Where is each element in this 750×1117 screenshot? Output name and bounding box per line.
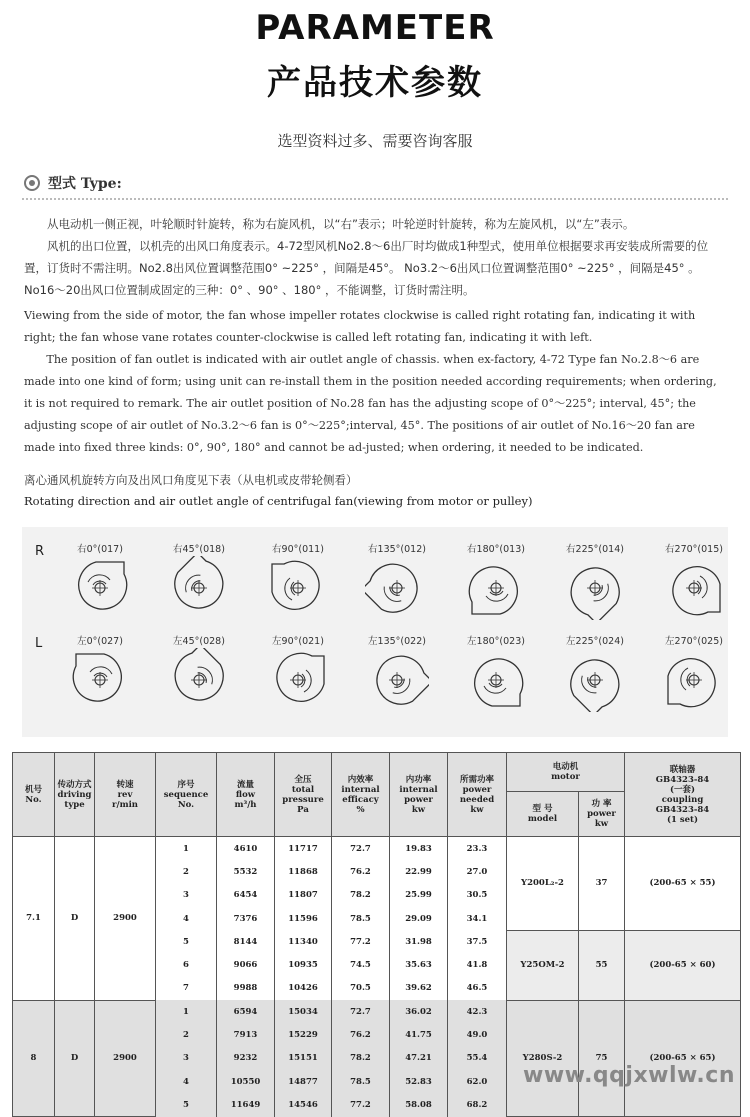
coupling-cell: (200-65 × 60) (625, 930, 741, 1000)
internal-power-cell: 25.99 (390, 884, 448, 907)
pressure-cell: 15034 (275, 1000, 332, 1023)
header-speed: 转速 rev r/min (95, 753, 156, 837)
fan-diagram-right-0 (50, 541, 150, 620)
flow-cell: 9066 (217, 953, 275, 976)
efficacy-cell: 78.5 (332, 907, 390, 930)
section-heading-label: 型式 Type: (48, 176, 122, 192)
sequence-cell: 1 (156, 837, 217, 861)
section-heading (24, 173, 122, 193)
header-efficacy: 内效率 internal efficacy % (332, 753, 390, 837)
en-paragraph-1: Viewing from the side of motor, the fan whose impeller rotates clockwise is called right rotating fan, indicating it with right; the fan whose vane rotates counter-clockwise is called left rotating fan, indicating it with left. (24, 309, 696, 344)
pressure-cell: 11807 (275, 884, 332, 907)
fan-housing-icon (563, 556, 627, 620)
page-subtitle: 选型资料过多、需要咨询客服 (277, 132, 473, 150)
power-needed-cell: 55.4 (448, 1047, 507, 1070)
page-title-cn: 产品技术参数 (267, 63, 483, 103)
fan-diagram-label: 左225°(024) (566, 636, 624, 647)
fan-diagram-panel (22, 527, 728, 737)
fan-diagram-right-45 (149, 541, 249, 620)
power-needed-cell: 37.5 (448, 930, 507, 953)
coupling-cell: (200-65 × 55) (625, 837, 741, 931)
header-model: 型 号 model (507, 792, 579, 837)
efficacy-cell: 76.2 (332, 860, 390, 883)
fan-diagram-right-270 (644, 541, 744, 620)
fan-number-cell: 7.1 (13, 837, 55, 1001)
power-needed-cell: 42.3 (448, 1000, 507, 1023)
pressure-cell: 15151 (275, 1047, 332, 1070)
motor-model-cell: Y200L₂-2 (507, 837, 579, 931)
cn-paragraphs (24, 213, 724, 301)
fan-housing-icon (662, 556, 726, 620)
power-needed-cell: 34.1 (448, 907, 507, 930)
internal-power-cell: 35.63 (390, 953, 448, 976)
pressure-cell: 11717 (275, 837, 332, 861)
motor-model-cell: Y280S-2 (507, 1000, 579, 1116)
header-drive: 传动方式 driving type (55, 753, 95, 837)
internal-power-cell: 41.75 (390, 1023, 448, 1046)
fan-housing-icon (563, 648, 627, 712)
fan-diagram-right-225 (545, 541, 645, 620)
bullet-icon (24, 175, 40, 191)
power-needed-cell: 23.3 (448, 837, 507, 861)
fan-housing-icon (68, 648, 132, 712)
en-paragraphs (24, 305, 724, 459)
fan-diagram-label: 左180°(023) (467, 636, 525, 647)
internal-power-cell: 29.09 (390, 907, 448, 930)
fan-housing-icon (464, 556, 528, 620)
fan-diagram-left-180 (446, 633, 546, 712)
fan-diagram-label: 右135°(012) (368, 544, 426, 555)
sequence-cell: 4 (156, 907, 217, 930)
sequence-cell: 5 (156, 930, 217, 953)
power-needed-cell: 30.5 (448, 884, 507, 907)
watermark: www.qqjxwlw.cn (523, 1063, 735, 1088)
header-power-needed: 所需功率 power needed kw (448, 753, 507, 837)
efficacy-cell: 72.7 (332, 837, 390, 861)
pressure-cell: 14546 (275, 1093, 332, 1116)
internal-power-cell: 52.83 (390, 1070, 448, 1093)
right-row-label: R (35, 544, 45, 559)
efficacy-cell: 77.2 (332, 1093, 390, 1116)
pressure-cell: 11868 (275, 860, 332, 883)
fan-housing-icon (68, 556, 132, 620)
power-needed-cell: 41.8 (448, 953, 507, 976)
fan-number-cell: 8 (13, 1000, 55, 1116)
header-motor-power: 功 率 power kw (579, 792, 625, 837)
fan-diagram-label: 右180°(013) (467, 544, 525, 555)
fan-diagram-left-0 (50, 633, 150, 712)
diagram-caption-cn: 离心通风机旋转方向及出风口角度见下表（从电机或皮带轮侧看） (24, 473, 358, 487)
flow-cell: 4610 (217, 837, 275, 861)
table-row (13, 837, 741, 861)
drive-type-cell: D (55, 837, 95, 1001)
sequence-cell: 1 (156, 1000, 217, 1023)
flow-cell: 10550 (217, 1070, 275, 1093)
fan-diagram-label: 右45°(018) (173, 544, 225, 555)
coupling-cell: (200-65 × 65) (625, 1000, 741, 1116)
section-divider (22, 198, 728, 200)
efficacy-cell: 74.5 (332, 953, 390, 976)
fan-diagram-label: 右270°(015) (665, 544, 723, 555)
efficacy-cell: 76.2 (332, 1023, 390, 1046)
fan-diagram-right-180 (446, 541, 546, 620)
pressure-cell: 10426 (275, 977, 332, 1000)
header-internal-power: 内功率 internal power kw (390, 753, 448, 837)
table-row (13, 1000, 741, 1023)
fan-diagram-label: 左270°(025) (665, 636, 723, 647)
header-seq: 序号 sequence No. (156, 753, 217, 837)
internal-power-cell: 19.83 (390, 837, 448, 861)
pressure-cell: 15229 (275, 1023, 332, 1046)
speed-cell: 2900 (95, 1000, 156, 1116)
power-needed-cell: 27.0 (448, 860, 507, 883)
efficacy-cell: 78.2 (332, 1047, 390, 1070)
internal-power-cell: 58.08 (390, 1093, 448, 1116)
fan-diagram-label: 左90°(021) (272, 636, 324, 647)
efficacy-cell: 78.2 (332, 884, 390, 907)
pressure-cell: 11340 (275, 930, 332, 953)
efficacy-cell: 70.5 (332, 977, 390, 1000)
fan-diagram-right-90 (248, 541, 348, 620)
fan-housing-icon (266, 648, 330, 712)
flow-cell: 8144 (217, 930, 275, 953)
power-needed-cell: 49.0 (448, 1023, 507, 1046)
power-needed-cell: 62.0 (448, 1070, 507, 1093)
fan-housing-icon (167, 648, 231, 712)
fan-diagram-left-225 (545, 633, 645, 712)
header-flow: 流量 flow m³/h (217, 753, 275, 837)
flow-cell: 9232 (217, 1047, 275, 1070)
fan-diagram-label: 右90°(011) (272, 544, 324, 555)
sequence-cell: 7 (156, 977, 217, 1000)
fan-housing-icon (266, 556, 330, 620)
fan-diagram-label: 左135°(022) (368, 636, 426, 647)
flow-cell: 6454 (217, 884, 275, 907)
fan-diagram-label: 左45°(028) (173, 636, 225, 647)
motor-power-cell: 37 (579, 837, 625, 931)
internal-power-cell: 22.99 (390, 860, 448, 883)
cn-paragraph-1: 从电动机一侧正视，叶轮顺时针旋转，称为右旋风机，以“右”表示；叶轮逆时针旋转，称为左旋风机，以“左”表示。 (47, 217, 635, 231)
internal-power-cell: 31.98 (390, 930, 448, 953)
en-paragraph-2: The position of fan outlet is indicated with air outlet angle of chassis. when ex-factory, 4-72 Type fan No.2.8～6 are made into one kind of form; using unit can re-install them in the position needed according requirements; when ordering, it is not required to remark. The air outlet position of No.28 fan has the adjusting scope of 0°～225°; interval, 45°; the adjusting scope of air outlet of No.3.2～6 fan is 0°～225°;interval, 45°. The positions of air outlet of No.16～20 fan are made into fixed three kinds: 0°, 90°, 180° and cannot be ad-justed; when ordering, it needed to be indicated. (24, 353, 717, 454)
motor-power-cell: 75 (579, 1000, 625, 1116)
flow-cell: 7913 (217, 1023, 275, 1046)
fan-diagram-label: 右0°(017) (77, 544, 123, 555)
power-needed-cell: 68.2 (448, 1093, 507, 1116)
fan-housing-icon (365, 556, 429, 620)
flow-cell: 6594 (217, 1000, 275, 1023)
internal-power-cell: 36.02 (390, 1000, 448, 1023)
fan-housing-icon (662, 648, 726, 712)
cn-paragraph-2: 风机的出口位置，以机壳的出风口角度表示。4-72型风机No2.8～6出厂时均做成1种型式，使用单位根据要求再安装成所需要的位置，订货时不需注明。No2.8出风位置调整范围0° ~225° ，间隔是45°。 No3.2～6出风口位置调整范围0° ~225° ，间隔是45° 。No16～20出风口位置制成固定的三种：0° 、90° 、180° ，不能调整，订货时需注明。 (24, 239, 709, 297)
internal-power-cell: 39.62 (390, 977, 448, 1000)
header-no: 机号 No. (13, 753, 55, 837)
sequence-cell: 2 (156, 1023, 217, 1046)
flow-cell: 5532 (217, 860, 275, 883)
pressure-cell: 10935 (275, 953, 332, 976)
flow-cell: 7376 (217, 907, 275, 930)
header-pressure: 全压 total pressure Pa (275, 753, 332, 837)
diagram-caption-en: Rotating direction and air outlet angle of centrifugal fan(viewing from motor or pulley) (24, 494, 533, 508)
fan-diagram-left-135 (347, 633, 447, 712)
efficacy-cell: 77.2 (332, 930, 390, 953)
drive-type-cell: D (55, 1000, 95, 1116)
motor-power-cell: 55 (579, 930, 625, 1000)
efficacy-cell: 72.7 (332, 1000, 390, 1023)
internal-power-cell: 47.21 (390, 1047, 448, 1070)
motor-model-cell: Y25OM-2 (507, 930, 579, 1000)
power-needed-cell: 46.5 (448, 977, 507, 1000)
speed-cell: 2900 (95, 837, 156, 1001)
fan-diagram-left-270 (644, 633, 744, 712)
fan-diagram-label: 左0°(027) (77, 636, 123, 647)
fan-housing-icon (365, 648, 429, 712)
sequence-cell: 2 (156, 860, 217, 883)
sequence-cell: 6 (156, 953, 217, 976)
header-coupling: 联轴器 GB4323-84 (一套) coupling GB4323-84 (1 set) (625, 753, 741, 837)
pressure-cell: 11596 (275, 907, 332, 930)
fan-housing-icon (464, 648, 528, 712)
efficacy-cell: 78.5 (332, 1070, 390, 1093)
group-71 (13, 837, 741, 1001)
flow-cell: 11649 (217, 1093, 275, 1116)
fan-diagram-left-90 (248, 633, 348, 712)
fan-diagram-label: 右225°(014) (566, 544, 624, 555)
header-motor: 电动机 motor (507, 753, 625, 792)
fan-housing-icon (167, 556, 231, 620)
sequence-cell: 4 (156, 1070, 217, 1093)
page-title-en: PARAMETER (255, 8, 495, 48)
fan-diagram-left-45 (149, 633, 249, 712)
flow-cell: 9988 (217, 977, 275, 1000)
sequence-cell: 5 (156, 1093, 217, 1116)
fan-diagram-right-135 (347, 541, 447, 620)
sequence-cell: 3 (156, 1047, 217, 1070)
pressure-cell: 14877 (275, 1070, 332, 1093)
sequence-cell: 3 (156, 884, 217, 907)
group-8 (13, 1000, 741, 1116)
left-row-label: L (35, 636, 43, 651)
